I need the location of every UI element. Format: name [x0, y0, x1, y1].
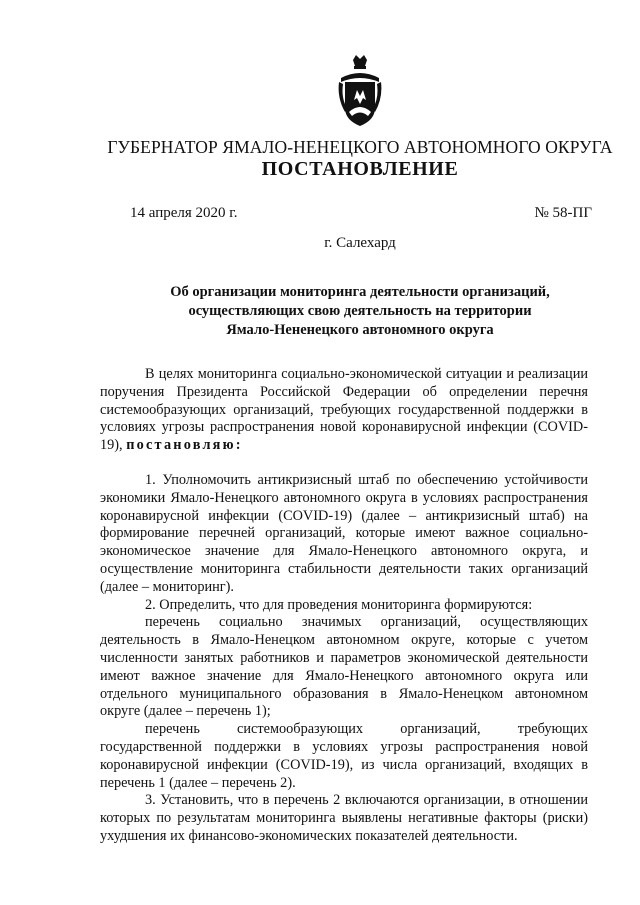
document-city: г. Салехард — [324, 235, 396, 251]
clause-2-list-2: перечень системообразующих организаций, требующих государственной поддержки в условиях угрозы распространения новой коронавирусной инфекции (COVID-19), из числа организаций, входящих в перечень 1 (далее – перечень 2). — [100, 721, 588, 791]
paragraph-gap — [100, 455, 588, 472]
clause-1: 1. Уполномочить антикризисный штаб по обеспечению устойчивости экономики Ямало-Ненецкого автономного округа в условиях распространения коронавирусной инфекции (COVID-19) (далее – антикризисный штаб) на формирование перечней организаций, которые имеют важное социально-экономическое значение для Ямало-Ненецкого автономного округа, и осуществление мониторинга стабильности деятельности таких организаций (далее – мониторинг). — [100, 471, 588, 595]
title-line: осуществляющих свою деятельность на территории — [188, 303, 532, 319]
document-number: № 58-ПГ — [534, 205, 592, 221]
document-type: ПОСТАНОВЛЕНИЕ — [261, 158, 459, 180]
title-line: Ямало-Нененецкого автономного округа — [226, 322, 494, 338]
issuing-authority: ГУБЕРНАТОР ЯМАЛО-НЕНЕЦКОГО АВТОНОМНОГО ОКРУГА — [107, 137, 613, 157]
preamble-text: В целях мониторинга социально-экономической ситуации и реализации поручения Президента Российской Федерации об определении перечня системообразующих организаций, требующих государственной поддержки в условиях угрозы распространения новой коронавирусной инфекции (COVID-19), — [100, 366, 588, 454]
document-title — [120, 283, 600, 340]
clause-2-list-1: перечень социально значимых организаций, осуществляющих деятельность в Ямало-Ненецком автономном округе, которые с учетом численности занятых работников и параметров экономической деятельности имеют важное значение для Ямало-Ненецкого автономного округа или отдельного муниципального образования в Ямало-Ненецком автономном округе (далее – перечень 1); — [100, 614, 588, 720]
clause-2: 2. Определить, что для проведения мониторинга формируются: — [145, 596, 533, 613]
document-date: 14 апреля 2020 г. — [130, 205, 238, 221]
title-line: Об организации мониторинга деятельности организаций, — [170, 284, 550, 300]
resolve-word: постановляю: — [126, 437, 243, 454]
preamble-paragraph — [100, 366, 588, 455]
clause-3: 3. Установить, что в перечень 2 включаются организации, в отношении которых по результатам мониторинга выявлены негативные факторы (риски) ухудшения их финансово-экономических показателей деятельности. — [100, 792, 588, 844]
document-body — [100, 366, 588, 846]
coat-of-arms-emblem — [335, 52, 385, 132]
